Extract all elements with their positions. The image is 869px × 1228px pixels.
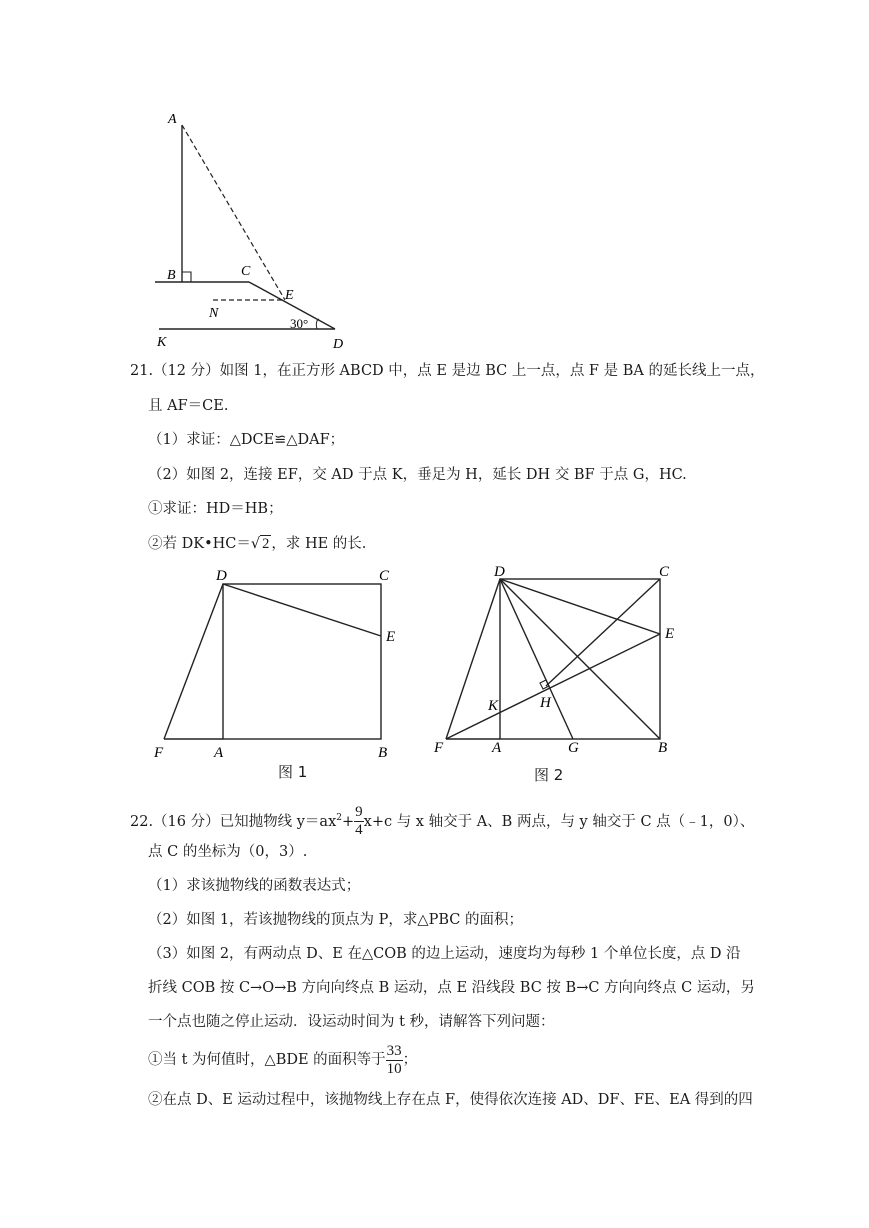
q21-line6 bbox=[148, 534, 366, 554]
q22-line6: 折线 COB 按 C→O→B 方向向终点 B 运动，点 E 沿线段 BC 按 B→C 方向向终点 C 运动，另 bbox=[148, 980, 755, 996]
fraction-denominator: 4 bbox=[355, 822, 363, 839]
label-K: K bbox=[488, 698, 499, 714]
q21-line4: （2）如图 2，连接 EF，交 AD 于点 K，垂足为 H，延长 DH 交 BF 于点 G，HC. bbox=[148, 467, 687, 483]
angle-label: 30° bbox=[290, 316, 309, 331]
figure-2-caption: 图 2 bbox=[534, 766, 564, 784]
figure-2 bbox=[428, 562, 688, 784]
q22-line3: （1）求该抛物线的函数表达式； bbox=[148, 878, 361, 894]
label-D: D bbox=[333, 337, 344, 352]
label-B: B bbox=[167, 268, 176, 283]
plus-sign: + bbox=[341, 813, 355, 830]
q22-line1-start: 22.（16 分）已知抛物线 y＝ax bbox=[130, 813, 337, 830]
label-B: B bbox=[658, 740, 668, 756]
segment-DG bbox=[500, 579, 573, 739]
label-C: C bbox=[241, 264, 251, 279]
q22-line4: （2）如图 1，若该抛物线的顶点为 P，求△PBC 的面积； bbox=[148, 912, 523, 928]
segment-DF bbox=[164, 584, 223, 739]
figure-top bbox=[145, 105, 365, 355]
square-ABCD bbox=[223, 584, 381, 739]
dashed-AE bbox=[182, 125, 285, 300]
q22-line1 bbox=[130, 800, 754, 840]
sqrt-symbol: √ 2 bbox=[250, 536, 270, 552]
fraction-9-4 bbox=[354, 805, 364, 838]
label-N: N bbox=[209, 306, 219, 321]
right-angle-mark bbox=[182, 272, 191, 282]
label-F: F bbox=[434, 740, 444, 756]
right-angle-mark bbox=[540, 680, 549, 689]
q22-line7: 一个点也随之停止运动．设运动时间为 t 秒，请解答下列问题： bbox=[148, 1014, 555, 1030]
label-B: B bbox=[378, 745, 388, 761]
segment-DF bbox=[446, 579, 500, 739]
segment-DE bbox=[223, 584, 381, 636]
label-E: E bbox=[386, 629, 396, 645]
fraction-numerator: 9 bbox=[355, 804, 363, 821]
q22-line1-end: x+c 与 x 轴交于 A、B 两点，与 y 轴交于 C 点（﹣1，0）、 bbox=[363, 813, 755, 830]
q22-line5: （3）如图 2，有两动点 D、E 在△COB 的边上运动，速度均为每秒 1 个单位长度，点 D 沿 bbox=[148, 946, 741, 962]
q21-line1: 21.（12 分）如图 1，在正方形 ABCD 中，点 E 是边 BC 上一点，点 F 是 BA 的延长线上一点， bbox=[130, 363, 765, 379]
label-E: E bbox=[665, 626, 675, 642]
label-A: A bbox=[214, 745, 224, 761]
label-A: A bbox=[492, 740, 502, 756]
q22-line2: 点 C 的坐标为（0，3）. bbox=[148, 844, 308, 860]
label-G: G bbox=[568, 740, 579, 756]
q22-line8-end: ； bbox=[402, 1052, 418, 1068]
label-H: H bbox=[540, 695, 551, 711]
label-C: C bbox=[659, 564, 670, 580]
q22-line8 bbox=[148, 1040, 417, 1080]
sqrt-radicand: 2 bbox=[262, 536, 270, 552]
segment-FE bbox=[446, 634, 660, 739]
fraction-numerator: 33 bbox=[386, 1042, 402, 1059]
fraction-33-10 bbox=[386, 1044, 403, 1077]
figure-1-caption: 图 1 bbox=[278, 763, 308, 781]
exponent: 2 bbox=[336, 813, 342, 823]
label-D: D bbox=[216, 568, 227, 584]
label-C: C bbox=[379, 568, 390, 584]
q21-line3: （1）求证：△DCE≌△DAF； bbox=[148, 432, 345, 448]
q21-line2: 且 AF＝CE. bbox=[148, 398, 229, 414]
label-D: D bbox=[494, 564, 505, 580]
label-E: E bbox=[285, 288, 294, 303]
label-A: A bbox=[168, 112, 177, 127]
segment-DE bbox=[500, 579, 660, 634]
q21-line5: ①求证：HD＝HB； bbox=[148, 501, 283, 517]
figure-1 bbox=[148, 565, 408, 785]
label-K: K bbox=[157, 335, 167, 350]
segment-DB bbox=[500, 579, 660, 739]
q22-line8-start: ①当 t 为何值时，△BDE 的面积等于 bbox=[148, 1052, 386, 1068]
fraction-denominator: 10 bbox=[386, 1060, 402, 1077]
segment-HC bbox=[546, 579, 660, 686]
q21-line6-start: ②若 DK•HC＝ bbox=[148, 536, 251, 552]
label-F: F bbox=[154, 745, 164, 761]
q22-line9: ②在点 D、E 运动过程中，该抛物线上存在点 F，使得依次连接 AD、DF、FE、EA 得到的四 bbox=[148, 1092, 753, 1108]
q21-line6-end: ，求 HE 的长. bbox=[271, 536, 367, 552]
